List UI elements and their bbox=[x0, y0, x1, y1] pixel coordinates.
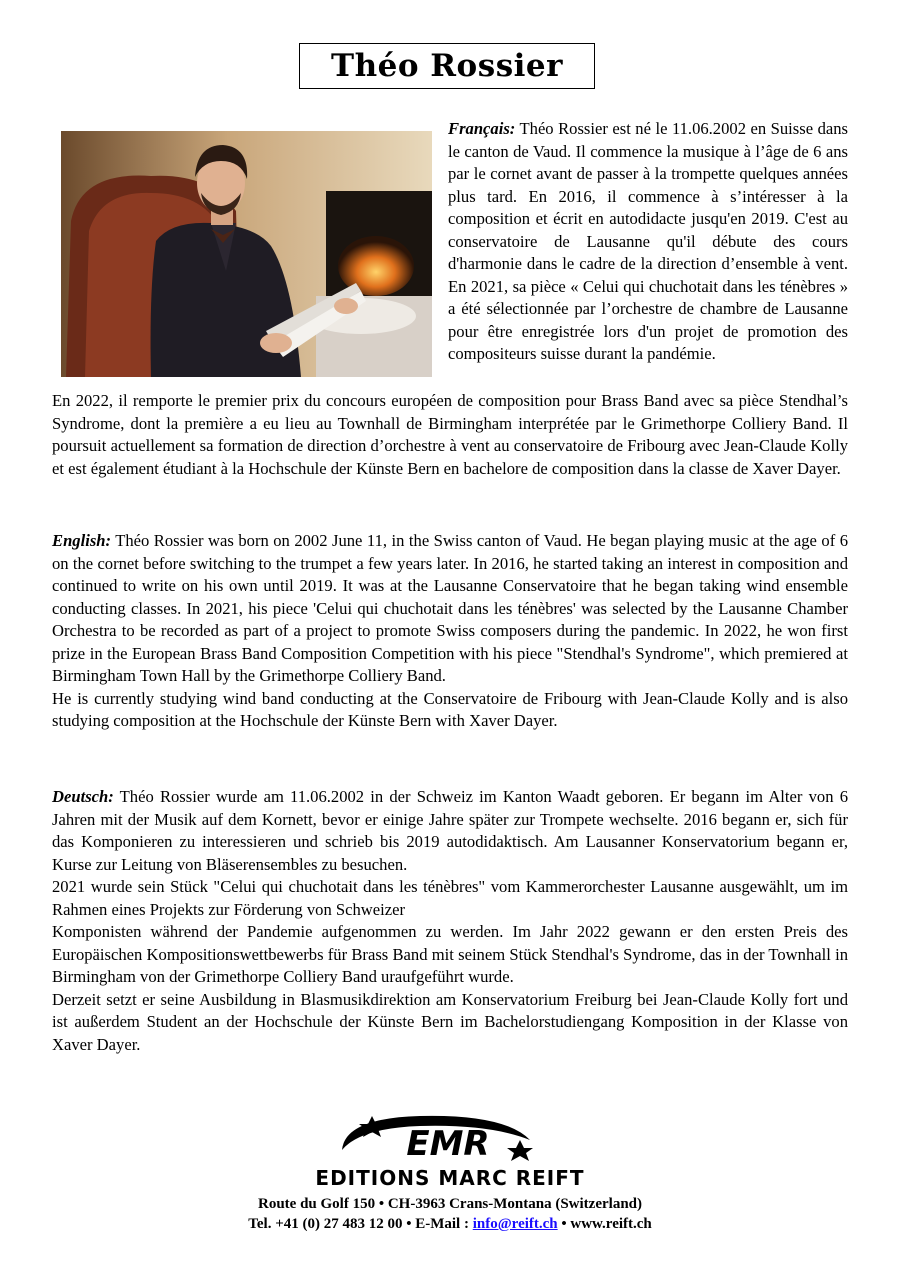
footer-tel: Tel. +41 (0) 27 483 12 00 • E-Mail : bbox=[248, 1216, 473, 1232]
deutsch-paragraph-4: Derzeit setzt er seine Ausbildung in Blasmusikdirektion am Konservatorium Freiburg bei Jean-Claude Kolly fort und ist außerdem Student an der Hochschule der Künste Bern im Bachelorstudiengang Komposition in der Klasse von Xaver Dayer. bbox=[52, 989, 848, 1054]
francais-text: Théo Rossier est né le 11.06.2002 en Suisse dans le canton de Vaud. Il commence la musique à l’âge de 6 ans par le cornet avant de passer à la trompette quelques années plus tard. En 2016, il commence à s’intéresser à la composition et écrit en autodidacte jusqu'en 2019. C'est au conservatoire de Lausanne qu'il débute des cours d'harmonie dans le cadre de la direction d’ensemble à vent. En 2021, sa pièce « Celui qui chuchotait dans les ténèbres » a été sélectionnée par l’orchestre de chambre de Lausanne pour être enregistrée lors d'un projet de promotion des compositeurs suisse durant la pandémie. bbox=[448, 119, 848, 363]
deutsch-section bbox=[52, 786, 848, 1056]
emr-logo bbox=[270, 1110, 630, 1190]
english-paragraph-2: He is currently studying wind band conducting at the Conservatoire de Fribourg with Jean-Claude Kolly and is also studying composition at the Hochschule der Künste Bern with Xaver Dayer. bbox=[52, 688, 848, 730]
footer-address: Route du Golf 150 • CH-3963 Crans-Montana (Switzerland) bbox=[258, 1196, 642, 1212]
footer-contact bbox=[0, 1216, 900, 1233]
deutsch-paragraph-2: 2021 wurde sein Stück "Celui qui chuchotait dans les ténèbres" vom Kammerorchester Lausanne ausgewählt, um im Rahmen eines Projekts zur Förderung von Schweizer bbox=[52, 877, 848, 919]
logo-mark-text: EMR bbox=[406, 1124, 490, 1164]
deutsch-text: Théo Rossier wurde am 11.06.2002 in der Schweiz im Kanton Waadt geboren. Er begann im Alter von 6 Jahren mit der Musik auf dem Kornett, bevor er einige Jahre später zur Trompete wechselte. 2016 begann er, sich für das Komponieren zu interessieren und schrieb bis 2019 autodidaktisch. Am Lausanner Konservatorium begann er, Kurse zur Leitung von Bläserensembles zu besuchen. bbox=[52, 787, 848, 874]
deutsch-label: Deutsch: bbox=[52, 787, 114, 806]
francais-label: Français: bbox=[448, 119, 516, 138]
deutsch-paragraph bbox=[52, 786, 848, 876]
francais-continuation: En 2022, il remporte le premier prix du concours européen de composition pour Brass Band avec sa pièce Stendhal’s Syndrome, dont la première a eu lieu au Townhall de Birmingham interprétée par le Grimethorpe Colliery Band. Il poursuit actuellement sa formation de direction d’orchestre à vent au conservatoire de Fribourg avec Jean-Claude Kolly et est également étudiant à la Hochschule der Künste Bern en bachelore de composition dans la classe de Xaver Dayer. bbox=[52, 391, 848, 478]
english-section bbox=[52, 530, 848, 733]
email-link[interactable]: info@reift.ch bbox=[472, 1216, 558, 1232]
english-paragraph bbox=[52, 530, 848, 688]
english-text: Théo Rossier was born on 2002 June 11, in the Swiss canton of Vaud. He began playing music at the age of 6 on the cornet before switching to the trumpet a few years later. In 2016, he started taking an interest in composition and continued to write on his own until 2019. It was at the Lausanne Conservatoire that he began taking wind ensemble conducting classes. In 2021, his piece 'Celui qui chuchotait dans les ténèbres' was selected by the Lausanne Chamber Orchestra to be recorded as part of a project to promote Swiss composers during the pandemic. In 2022, he won first prize in the European Brass Band Composition Competition with his piece "Stendhal's Syndrome", which premiered at Birmingham Town Hall by the Grimethorpe Colliery Band. bbox=[52, 531, 848, 685]
francais-paragraph bbox=[448, 118, 848, 366]
deutsch-paragraph-3: Komponisten während der Pandemie aufgenommen zu werden. Im Jahr 2022 gewann er den ersten Preis des Europäischen Kompositionswettbewerbs für Brass Band mit seinem Stück Stendhal's Syndrome, das in der Townhall in Birmingham von der Grimethorpe Colliery Band uraufgeführt wurde. bbox=[52, 922, 848, 986]
title-box bbox=[299, 43, 595, 89]
page-title: Théo Rossier bbox=[331, 48, 563, 84]
logo-name-text: EDITIONS MARC REIFT bbox=[315, 1166, 585, 1190]
english-label: English: bbox=[52, 531, 112, 550]
footer-web: • www.reift.ch bbox=[557, 1216, 652, 1232]
portrait-photo bbox=[61, 131, 432, 377]
